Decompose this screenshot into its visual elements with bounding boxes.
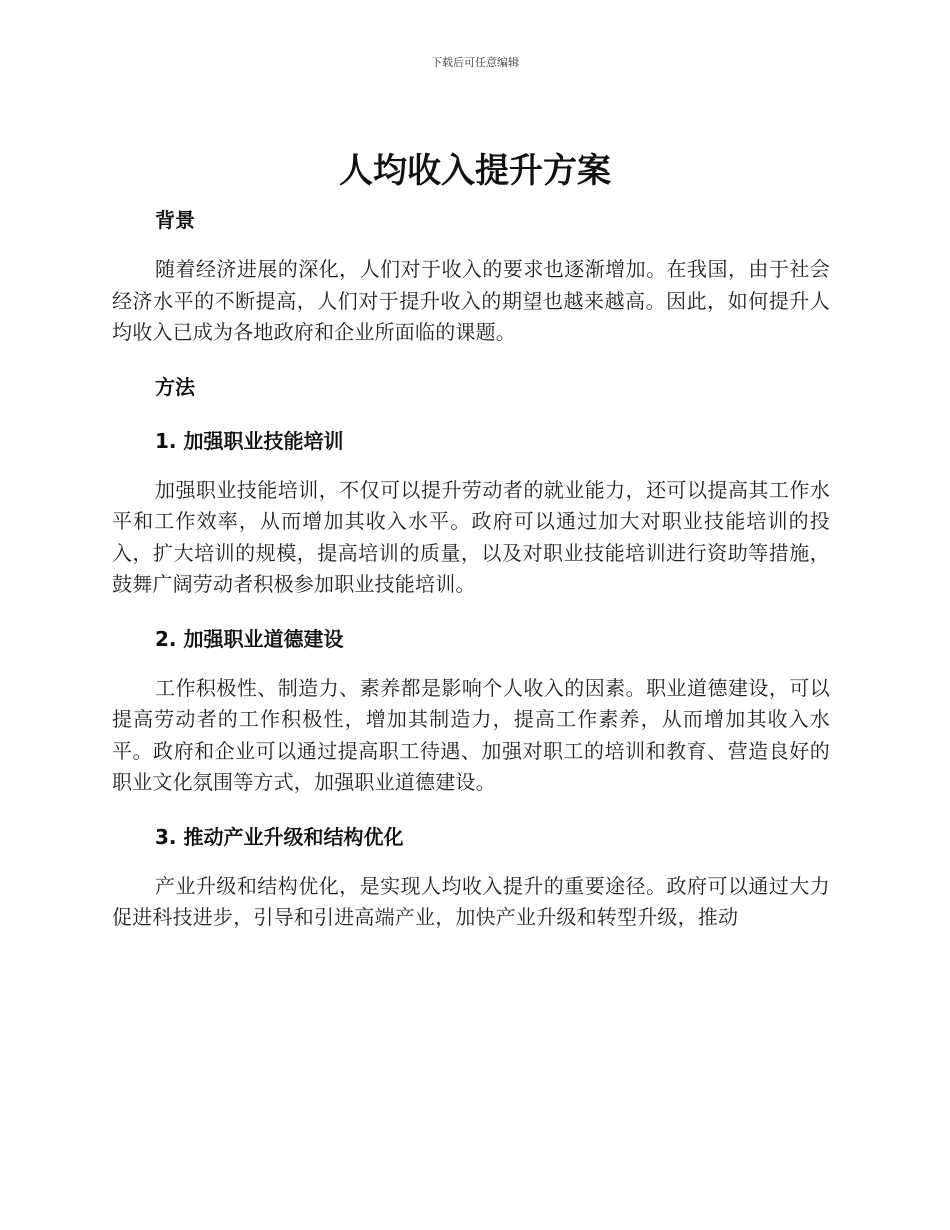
section-heading-methods: 方法 [155, 374, 195, 399]
paragraph-background: 随着经济进展的深化，人们对于收入的要求也逐渐增加。在我国，由于社会经济水平的不断提高，人们对于提升收入的期望也越来越高。因此，如何提升人均收入已成为各地政府和企业所面临的课题。 [112, 257, 830, 344]
subheading-method-3: 3. 推动产业升级和结构优化 [155, 824, 404, 849]
paragraph-method-2: 工作积极性、制造力、素养都是影响个人收入的因素。职业道德建设，可以提高劳动者的工作积极性，增加其制造力，提高工作素养，从而增加其收入水平。政府和企业可以通过提高职工待遇、加强对职工的培训和教育、营造良好的职业文化氛围等方式，加强职业道德建设。 [112, 675, 830, 794]
document-title: 人均收入提升方案 [339, 151, 611, 191]
subheading-method-2: 2. 加强职业道德建设 [155, 626, 344, 651]
paragraph-method-3: 产业升级和结构优化，是实现人均收入提升的重要途径。政府可以通过大力促进科技进步，引导和引进高端产业，加快产业升级和转型升级，推动 [112, 873, 830, 929]
paragraph-method-1: 加强职业技能培训，不仅可以提升劳动者的就业能力，还可以提高其工作水平和工作效率，从而增加其收入水平。政府可以通过加大对职业技能培训的投入，扩大培训的规模，提高培训的质量，以及对职业技能培训进行资助等措施，鼓舞广阔劳动者积极参加职业技能培训。 [112, 477, 830, 596]
document-body [112, 200, 830, 934]
header-note: 下载后可任意编辑 [431, 56, 519, 69]
section-heading-background: 背景 [155, 208, 195, 232]
subheading-method-1: 1. 加强职业技能培训 [155, 428, 344, 453]
